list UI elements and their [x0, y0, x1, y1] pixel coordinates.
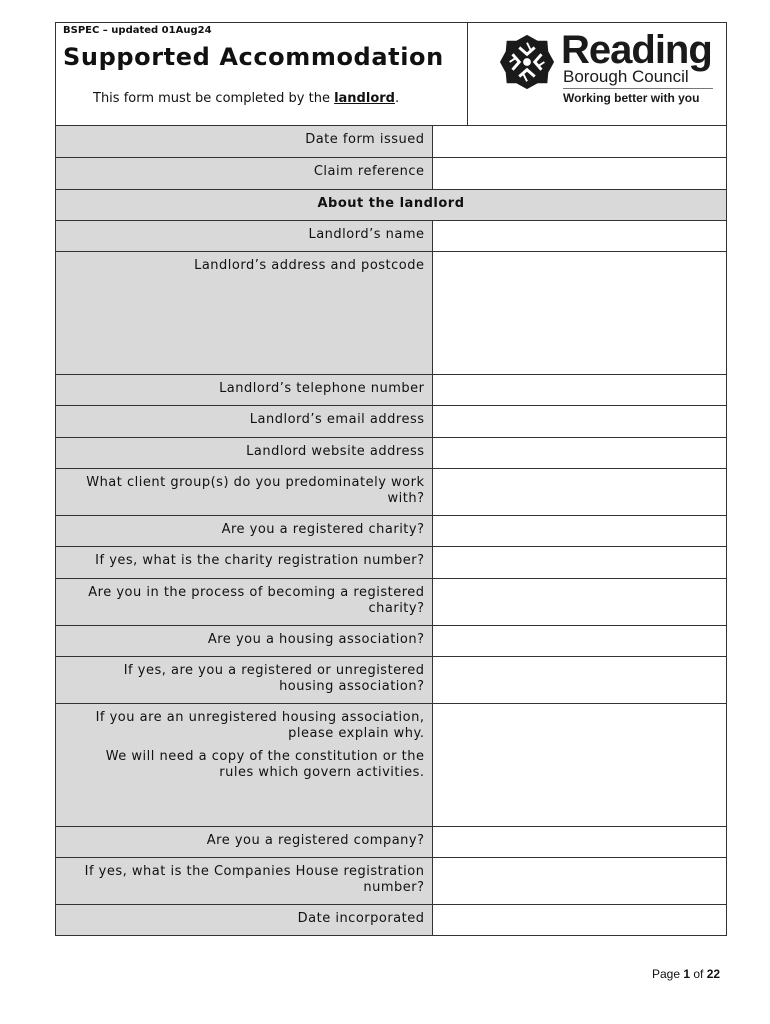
form-row [56, 546, 726, 578]
client-group-field[interactable] [432, 468, 726, 515]
field-label: Landlord’s email address [56, 405, 432, 437]
housing-registered-field[interactable] [432, 656, 726, 703]
field-label: Landlord website address [56, 437, 432, 468]
landlord-form-table [56, 126, 726, 935]
field-label: Date incorporated [56, 904, 432, 935]
landlord-telephone-field[interactable] [432, 374, 726, 405]
charity-process-field[interactable] [432, 578, 726, 625]
page-title: Supported Accommodation [63, 43, 444, 71]
instruction-text: This form must be completed by the [93, 91, 335, 106]
charity-number-field[interactable] [432, 546, 726, 578]
form-row [56, 826, 726, 857]
form-row [56, 468, 726, 515]
date-issued-field[interactable] [432, 126, 726, 157]
page-number [652, 967, 720, 981]
companies-house-number-field[interactable] [432, 857, 726, 904]
form-row [56, 515, 726, 546]
field-label [56, 703, 432, 826]
form-row [56, 857, 726, 904]
page-total: 22 [706, 967, 721, 981]
instruction-emphasis: landlord [334, 91, 395, 106]
instruction-suffix: . [394, 91, 400, 106]
form-row [56, 374, 726, 405]
page-current: 1 [683, 967, 691, 981]
field-label: Are you in the process of becoming a registered charity? [56, 578, 432, 625]
housing-association-field[interactable] [432, 625, 726, 656]
landlord-address-field[interactable] [432, 251, 726, 374]
landlord-email-field[interactable] [432, 405, 726, 437]
field-label: If yes, are you a registered or unregistered housing association? [56, 656, 432, 703]
logo-tagline: Working better with you [563, 91, 700, 105]
field-label: Are you a housing association? [56, 625, 432, 656]
unregistered-explanation-field[interactable] [432, 703, 726, 826]
form-row [56, 703, 726, 826]
claim-reference-field[interactable] [432, 157, 726, 189]
page-prefix: Page [652, 967, 684, 981]
form-header [56, 23, 726, 126]
landlord-name-field[interactable] [432, 220, 726, 251]
date-incorporated-field[interactable] [432, 904, 726, 935]
field-label: What client group(s) do you predominately work with? [56, 468, 432, 515]
form-row [56, 904, 726, 935]
form-row [56, 625, 726, 656]
landlord-website-field[interactable] [432, 437, 726, 468]
reading-council-emblem-icon [498, 33, 556, 91]
logo-divider [563, 88, 713, 89]
form-row [56, 157, 726, 189]
section-heading: About the landlord [56, 189, 726, 220]
field-label: Landlord’s address and postcode [56, 251, 432, 374]
field-label: If yes, what is the Companies House registration number? [56, 857, 432, 904]
field-label: Date form issued [56, 126, 432, 157]
field-label: Landlord’s name [56, 220, 432, 251]
field-label: Landlord’s telephone number [56, 374, 432, 405]
registered-company-field[interactable] [432, 826, 726, 857]
council-logo [468, 23, 726, 125]
field-label: Claim reference [56, 157, 432, 189]
field-label: Are you a registered charity? [56, 515, 432, 546]
form-row [56, 405, 726, 437]
form-instruction [93, 91, 399, 106]
page-of: of [690, 967, 707, 981]
field-label: Are you a registered company? [56, 826, 432, 857]
title-block [56, 23, 468, 125]
form-row [56, 220, 726, 251]
field-label-paragraph: We will need a copy of the constitution or the rules which govern activities. [105, 748, 425, 780]
registered-charity-field[interactable] [432, 515, 726, 546]
field-label: If yes, what is the charity registration number? [56, 546, 432, 578]
section-row [56, 189, 726, 220]
form-row [56, 251, 726, 374]
field-label-paragraph: If you are an unregistered housing association, please explain why. [95, 709, 425, 741]
form-row [56, 437, 726, 468]
logo-wordmark: Reading [561, 28, 712, 72]
form-row [56, 656, 726, 703]
form-row [56, 578, 726, 625]
document-code: BSPEC – updated 01Aug24 [63, 25, 212, 36]
form-row [56, 126, 726, 157]
form-page [55, 22, 727, 936]
logo-subtitle: Borough Council [563, 67, 689, 86]
